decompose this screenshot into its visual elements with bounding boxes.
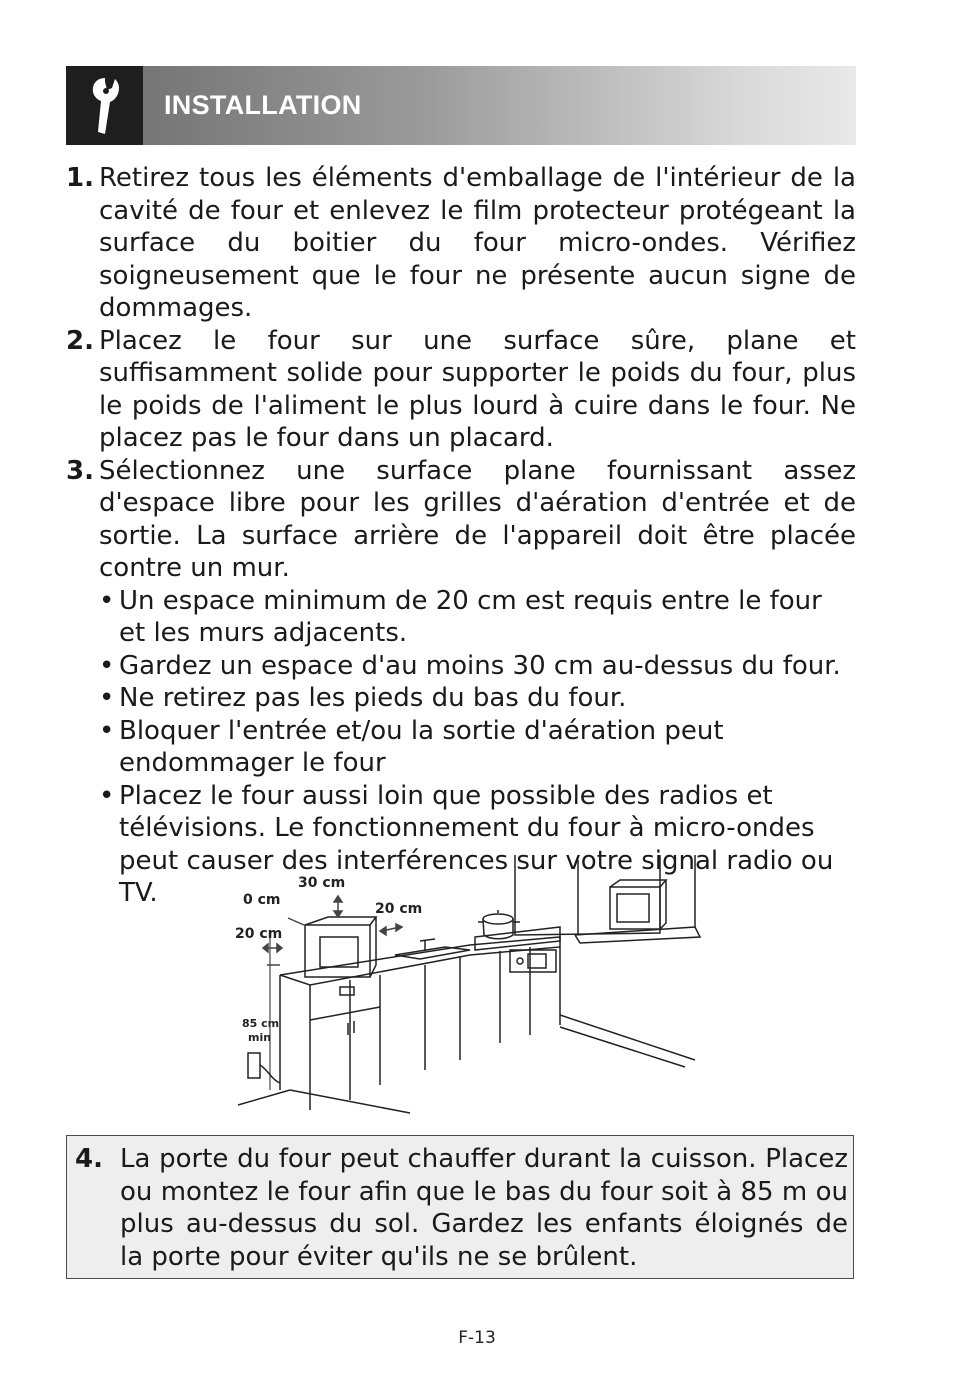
step-1 — [66, 162, 856, 325]
note-number: 4. — [75, 1144, 103, 1174]
step-number: 2. — [66, 325, 94, 356]
list-item-text: Gardez un espace d'au moins 30 cm au-dessus du four. — [119, 650, 841, 681]
step-text: Placez le four sur une surface sûre, plane et suffisamment solide pour supporter le poids du four, plus le poids de l'aliment le plus lourd à cuire dans le four. Ne placez pas le four dans un placard. — [99, 325, 856, 453]
kitchen-clearance-illustration — [230, 855, 710, 1117]
bullet-icon: • — [99, 780, 115, 811]
bullet-icon: • — [99, 585, 115, 616]
bullet-icon: • — [99, 683, 115, 713]
section-header — [66, 66, 856, 145]
step-number: 1. — [66, 163, 94, 193]
step-2 — [66, 325, 856, 455]
note-text: La porte du four peut chauffer durant la cuisson. Placez ou montez le four afin que le bas du four soit à 85 m ou plus au-dessus du sol. Gardez les enfants éloignés de la porte pour éviter qu'ils ne se brûlent. — [120, 1144, 848, 1272]
list-item-text: Bloquer l'entrée et/ou la sortie d'aération peut endommager le four — [119, 715, 724, 778]
bullet-icon: • — [99, 715, 115, 746]
step-text: Retirez tous les éléments d'emballage de l'intérieur de la cavité de four et enlevez le film protecteur protégeant la surface du boitier du four micro-ondes. Vérifiez soigneusement que le four ne présente aucun signe de dommages. — [99, 163, 856, 323]
wrench-icon — [88, 76, 122, 136]
step-text: Sélectionnez une surface plane fournissant assez d'espace libre pour les grilles d'aération d'entrée et de sortie. La surface arrière de l'appareil doit être placée contre un mur. — [99, 455, 856, 583]
list-item-text: Ne retirez pas les pieds du bas du four. — [119, 683, 627, 713]
list-item — [99, 585, 856, 650]
list-item — [99, 715, 856, 780]
illustration-label-left: 20 cm — [235, 926, 283, 942]
note-box — [66, 1135, 854, 1279]
step-3 — [66, 455, 856, 910]
illustration-label-top: 30 cm — [298, 875, 346, 891]
installation-steps — [66, 162, 856, 910]
list-item-text: Placez le four aussi loin que possible des radios et télévisions. Le fonctionnement du four à micro-ondes peut causer des interférences sur votre signal radio ou TV. — [119, 780, 834, 908]
list-item — [99, 650, 856, 683]
step-number: 3. — [66, 455, 94, 486]
illustration-label-height-value: 85 cm — [242, 1017, 280, 1030]
header-icon-box — [66, 66, 143, 145]
list-item — [99, 682, 856, 715]
illustration-label-back: 0 cm — [243, 892, 281, 908]
bullet-icon: • — [99, 650, 115, 681]
illustration-label-height-unit: min — [248, 1031, 272, 1044]
list-item-text: Un espace minimum de 20 cm est requis entre le four et les murs adjacents. — [119, 585, 822, 648]
page-number: F-13 — [458, 1328, 496, 1348]
illustration-label-right: 20 cm — [375, 901, 423, 917]
page-title: INSTALLATION — [164, 90, 362, 120]
